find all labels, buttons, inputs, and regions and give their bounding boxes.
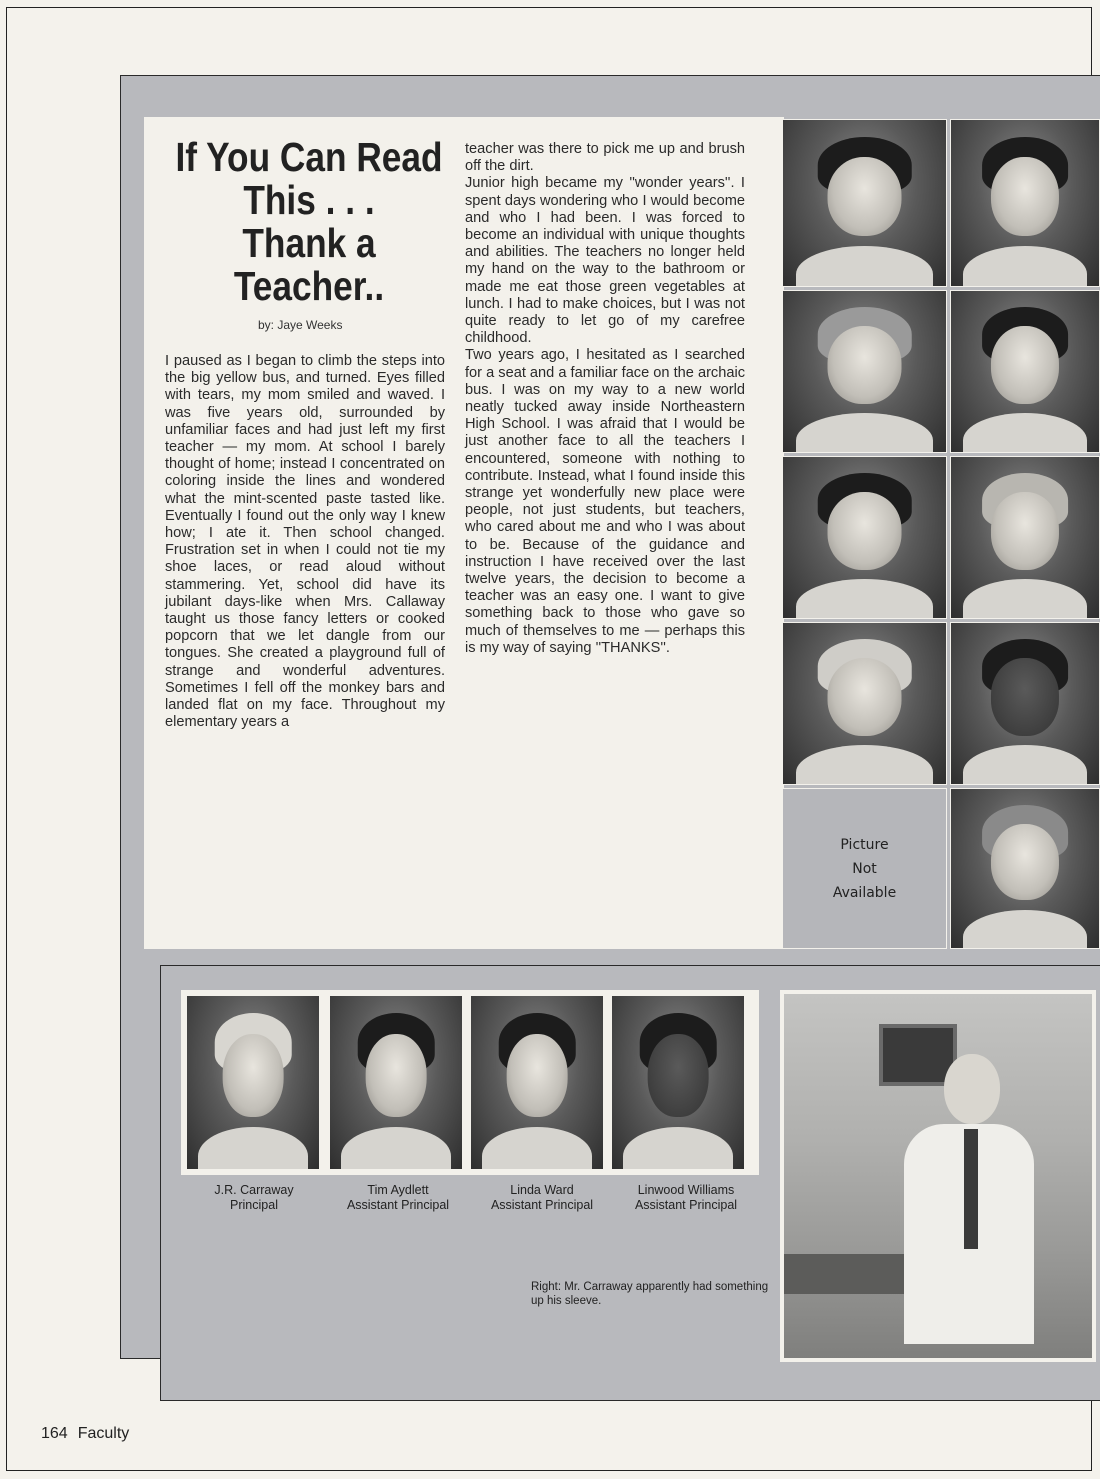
- man-head: [944, 1054, 1000, 1124]
- headline-line: Thank a: [242, 220, 376, 266]
- headline-line: Teacher..: [233, 263, 385, 309]
- faculty-portrait: [950, 290, 1100, 453]
- administrator-name: Linda Ward: [510, 1183, 574, 1197]
- administrator-title: Assistant Principal: [634, 1198, 738, 1212]
- placeholder-text: Picture: [840, 836, 889, 853]
- article-paragraph: teacher was there to pick me up and brush off the dirt.: [465, 141, 745, 175]
- page-folio: [41, 1425, 129, 1443]
- article-column-2: [465, 141, 745, 657]
- headline-line: If You Can Read: [175, 134, 443, 180]
- faculty-portrait: [950, 788, 1100, 949]
- administrator-caption: [611, 1183, 761, 1213]
- administrator-name: Linwood Williams: [637, 1183, 735, 1197]
- administrator-name: Tim Aydlett: [367, 1183, 429, 1197]
- faculty-portrait: [950, 622, 1100, 785]
- faculty-portrait: [782, 119, 947, 287]
- article-paragraph: I paused as I began to climb the steps into the big yellow bus, and turned. Eyes filled with tears, my mom smiled and waved. I was five years old, surrounded by unfamiliar faces and had just left my first teacher — my mom. At school I barely thought of home; instead I concentrated on coloring inside the lines and wondered what the mint-scented paste tasted like. Eventually I found out the only way I knew how; I ate it. Then school changed. Frustration set in when I could not tie my shoe laces, or read aloud without stammering. Yet, school did have its jubilant days-like when Mrs. Callaway taught us those fancy letters or cooked popcorn that we let dangle from our tongues. She created a playground full of strange and wonderful adventures. Sometimes I fell off the monkey bars and landed flat on my face. Throughout my elementary years a: [165, 353, 445, 731]
- faculty-portrait: [782, 622, 947, 785]
- necktie: [964, 1129, 978, 1249]
- article-paragraph: Two years ago, I hesitated as I searched for a seat and a familiar face on the archaic bus. I was on my way to a new world neatly tucked away inside Northeastern High School. I was afraid that I would be just another face to all the teachers I encountered, someone with nothing to contribute. Instead, what I found inside this strange yet wonderfully new place were people, not just students, but teachers, who cared about me and who I was about to be. Because of the guidance and instruction I have received over the last twelve years, the decision to become a teacher was an easy one. I want to give something back to those who gave so much of themselves to me — perhaps this is my way of saying ''THANKS''.: [465, 347, 745, 656]
- faculty-portrait: [782, 456, 947, 619]
- candid-photo: [780, 990, 1096, 1362]
- photo-caption: Right: Mr. Carraway apparently had something up his sleeve.: [531, 1281, 769, 1307]
- article-headline: [172, 136, 445, 308]
- administrator-caption: [323, 1183, 473, 1213]
- placeholder-text: Not: [852, 860, 877, 877]
- administrator-portrait: [611, 995, 745, 1170]
- article-column-1: [165, 353, 445, 731]
- page-number: 164: [41, 1425, 68, 1442]
- administrator-title: Principal: [230, 1198, 278, 1212]
- administrator-caption: [179, 1183, 329, 1213]
- picture-not-available: [782, 788, 947, 949]
- administrator-caption: [467, 1183, 617, 1213]
- article-paragraph: Junior high became my ''wonder years''. I spent days wondering who I would become and who I had been. I was forced to become an individual with unique thoughts and abilities. The teachers no longer held my hand on the way to the bathroom or made me eat those green vegetables at lunch. I had to make choices, but I was not quite ready to let go of my carefree childhood.: [465, 175, 745, 347]
- administrator-portrait: [186, 995, 320, 1170]
- administrator-portrait: [470, 995, 604, 1170]
- administrator-title: Assistant Principal: [490, 1198, 594, 1212]
- administrator-name: J.R. Carraway: [214, 1183, 294, 1197]
- faculty-portrait: [950, 456, 1100, 619]
- administrator-portrait: [329, 995, 463, 1170]
- headline-line: This . . .: [243, 177, 375, 223]
- faculty-portrait: [782, 290, 947, 453]
- byline: by: Jaye Weeks: [258, 318, 343, 332]
- administrator-title: Assistant Principal: [346, 1198, 450, 1212]
- section-name: Faculty: [77, 1425, 130, 1442]
- faculty-portrait: [950, 119, 1100, 287]
- placeholder-text: Available: [832, 884, 897, 901]
- desk: [784, 1254, 904, 1294]
